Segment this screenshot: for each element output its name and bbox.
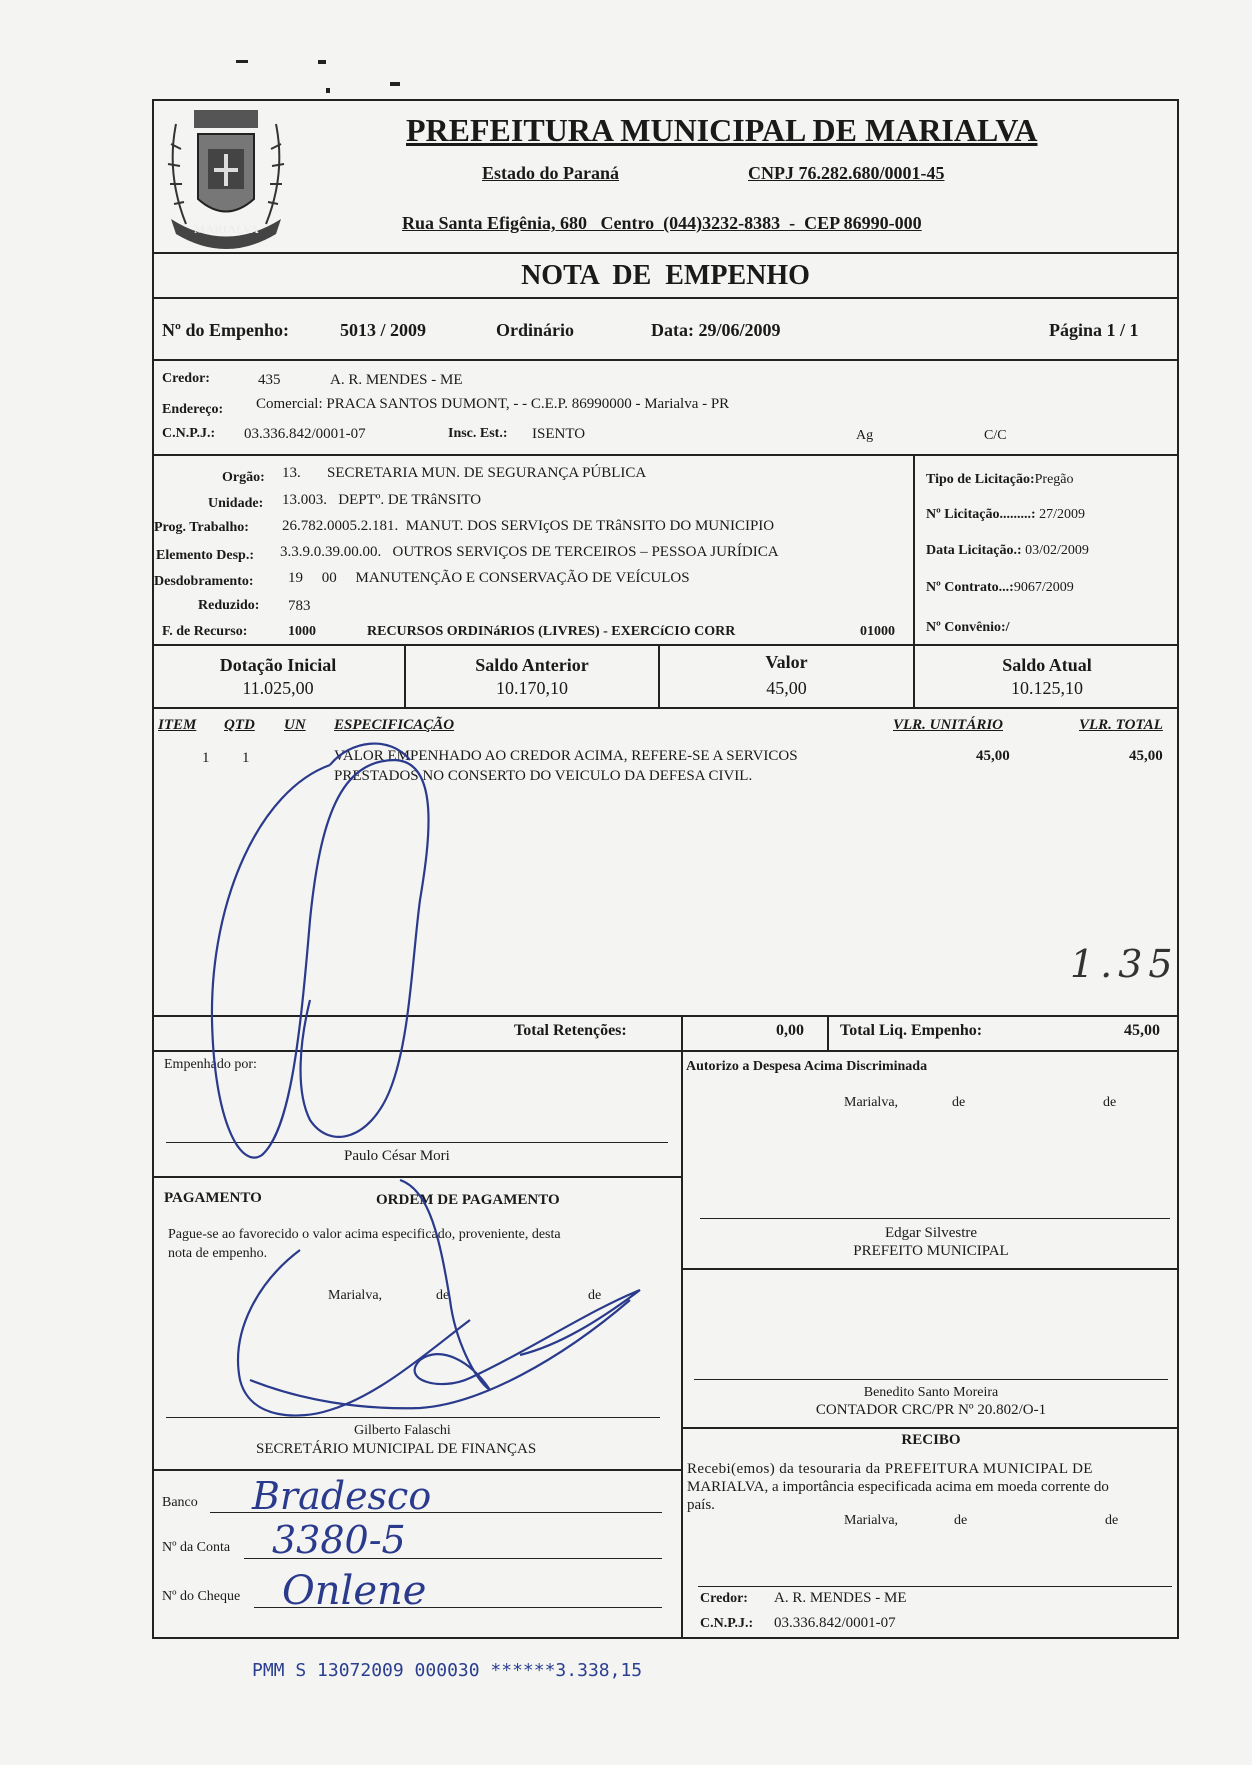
total-liquido-label: Total Liq. Empenho: bbox=[840, 1022, 983, 1039]
col-especificacao: ESPECIFICAÇÃO bbox=[334, 717, 455, 733]
orgao-label: Orgão: bbox=[222, 470, 265, 485]
pagamento-de2: de bbox=[588, 1288, 602, 1303]
item-number: 1 bbox=[202, 750, 210, 766]
item-qtd: 1 bbox=[242, 750, 250, 766]
divider bbox=[152, 454, 1179, 456]
contrato-number: Nº Contrato...:9067/2009 bbox=[926, 580, 1074, 595]
reduzido-label: Reduzido: bbox=[198, 598, 260, 613]
divider bbox=[681, 1268, 1179, 1270]
signature-line bbox=[166, 1142, 668, 1143]
divider bbox=[681, 1427, 1179, 1429]
recibo-credor-label: Credor: bbox=[700, 1591, 748, 1606]
licitacao-type-label: Tipo de Licitação:Pregão bbox=[926, 472, 1074, 487]
prog-value: 26.782.0005.2.181. MANUT. DOS SERVIçOS DE TRâNSITO DO MUNICIPIO bbox=[282, 518, 775, 534]
signature-line bbox=[694, 1379, 1168, 1380]
ordem-pagamento-label: ORDEM DE PAGAMENTO bbox=[376, 1192, 560, 1208]
insc-value: ISENTO bbox=[532, 426, 586, 442]
prog-label: Prog. Trabalho: bbox=[154, 520, 249, 535]
divider bbox=[152, 1050, 1179, 1052]
recibo-cnpj-value: 03.336.842/0001-07 bbox=[774, 1615, 896, 1631]
recibo-marialva: Marialva, bbox=[844, 1513, 899, 1528]
item-desc-line2: PRESTADOS NO CONSERTO DO VEICULO DA DEFESA CIVIL. bbox=[334, 768, 753, 784]
fonte-code: 1000 bbox=[288, 624, 316, 639]
empenhado-label: Empenhado por: bbox=[164, 1057, 257, 1072]
divider bbox=[152, 644, 1179, 646]
pagamento-signer: Gilberto Falaschi bbox=[354, 1423, 451, 1438]
cc-label: C/C bbox=[984, 428, 1007, 443]
contador-role: CONTADOR CRC/PR Nº 20.802/O-1 bbox=[815, 1402, 1047, 1418]
reduzido-value: 783 bbox=[288, 598, 311, 614]
state-name: Estado do Paraná bbox=[482, 163, 620, 183]
saldo-anterior-value: 10.170,10 bbox=[496, 678, 568, 698]
credor-cnpj: 03.336.842/0001-07 bbox=[244, 426, 366, 442]
recibo-text-line1: Recebi(emos) da tesouraria da PREFEITURA MUNICIPAL DE bbox=[687, 1461, 1093, 1477]
saldo-anterior-label: Saldo Anterior bbox=[475, 655, 589, 675]
municipal-address: Rua Santa Efigênia, 680 Centro (044)3232-8383 - CEP 86990-000 bbox=[402, 213, 922, 233]
unidade-label: Unidade: bbox=[208, 496, 264, 511]
divider-vertical bbox=[681, 1015, 683, 1050]
pagamento-marialva: Marialva, bbox=[328, 1288, 383, 1303]
fonte-label: F. de Recurso: bbox=[162, 624, 248, 639]
scan-speck bbox=[236, 60, 248, 63]
scan-speck bbox=[390, 82, 400, 86]
endereco-label: Endereço: bbox=[162, 402, 224, 417]
dotacao-inicial-value: 11.025,00 bbox=[242, 678, 314, 698]
saldo-atual-label: Saldo Atual bbox=[1002, 655, 1092, 675]
municipal-crest bbox=[156, 104, 296, 256]
total-liquido-value: 45,00 bbox=[1124, 1022, 1160, 1039]
page-number: Página 1 / 1 bbox=[1049, 320, 1139, 340]
crest-banner-text: MARIALVA bbox=[194, 222, 259, 236]
cheque-label: Nº do Cheque bbox=[162, 1589, 241, 1604]
elem-label: Elemento Desp.: bbox=[156, 548, 254, 563]
divider bbox=[152, 1176, 681, 1178]
divider-vertical bbox=[827, 1015, 829, 1050]
orgao-value: 13. SECRETARIA MUN. DE SEGURANÇA PÚBLICA bbox=[282, 465, 647, 481]
divider-vertical bbox=[681, 1050, 683, 1639]
col-valor-total: VLR. TOTAL bbox=[1079, 717, 1163, 733]
fonte-desc: RECURSOS ORDINáRIOS (LIVRES) - EXERCíCIO CORR bbox=[367, 624, 736, 639]
desd-label: Desdobramento: bbox=[154, 574, 254, 589]
recibo-text-line3: país. bbox=[687, 1497, 715, 1513]
divider bbox=[152, 1015, 1179, 1017]
recibo-cnpj-label: C.N.P.J.: bbox=[700, 1616, 754, 1631]
recibo-credor-name: A. R. MENDES - ME bbox=[774, 1590, 907, 1606]
divider bbox=[152, 252, 1179, 254]
cnpj-label: C.N.P.J.: bbox=[162, 426, 216, 441]
scan-speck bbox=[326, 88, 330, 93]
ag-label: Ag bbox=[856, 428, 874, 443]
empenho-date: Data: 29/06/2009 bbox=[651, 320, 781, 340]
pagamento-text-line2: nota de empenho. bbox=[168, 1246, 268, 1261]
saldo-atual-value: 10.125,10 bbox=[1011, 678, 1083, 698]
recibo-label: RECIBO bbox=[901, 1432, 961, 1448]
prefeito-name: Edgar Silvestre bbox=[884, 1225, 978, 1241]
pagamento-de1: de bbox=[436, 1288, 450, 1303]
dotacao-inicial-label: Dotação Inicial bbox=[219, 655, 337, 675]
municipality-title: PREFEITURA MUNICIPAL DE MARIALVA bbox=[406, 112, 1038, 148]
credor-name: A. R. MENDES - ME bbox=[330, 372, 463, 388]
item-desc-line1: VALOR EMPENHADO AO CREDOR ACIMA, REFERE-SE A SERVICOS bbox=[334, 748, 798, 764]
credor-label: Credor: bbox=[162, 371, 210, 386]
divider bbox=[152, 359, 1179, 361]
credor-address: Comercial: PRACA SANTOS DUMONT, - - C.E.P. 86990000 - Marialva - PR bbox=[256, 396, 730, 412]
cheque-handwriting: Onlene bbox=[282, 1568, 427, 1614]
divider bbox=[152, 707, 1179, 709]
convenio-label: Nº Convênio:/ bbox=[926, 620, 1010, 635]
col-qtd: QTD bbox=[224, 717, 255, 733]
banco-handwriting: Bradesco bbox=[252, 1474, 432, 1518]
autorizo-label: Autorizo a Despesa Acima Discriminada bbox=[686, 1059, 928, 1074]
empenho-type: Ordinário bbox=[496, 320, 575, 340]
pagamento-text-line1: Pague-se ao favorecido o valor acima especificado, proveniente, desta bbox=[168, 1227, 561, 1242]
banco-label: Banco bbox=[162, 1495, 198, 1510]
handwritten-note: 1.35 bbox=[1070, 942, 1179, 986]
col-valor-unitario: VLR. UNITÁRIO bbox=[893, 717, 1004, 733]
signature-line bbox=[166, 1417, 660, 1418]
recibo-de2: de bbox=[1105, 1513, 1119, 1528]
scan-speck bbox=[318, 60, 326, 64]
autorizo-marialva: Marialva, bbox=[844, 1095, 899, 1110]
fonte-number: 01000 bbox=[860, 624, 895, 639]
signature-line bbox=[700, 1218, 1170, 1219]
document-title: NOTA DE EMPENHO bbox=[521, 260, 810, 291]
divider bbox=[152, 1469, 681, 1471]
autorizo-de1: de bbox=[952, 1095, 966, 1110]
pagamento-label: PAGAMENTO bbox=[164, 1190, 262, 1206]
elem-value: 3.3.9.0.39.00.00. OUTROS SERVIÇOS DE TERCEIROS – PESSOA JURÍDICA bbox=[280, 544, 779, 560]
total-retencoes-value: 0,00 bbox=[776, 1022, 804, 1039]
empenho-label: Nº do Empenho: bbox=[162, 320, 289, 340]
divider bbox=[152, 297, 1179, 299]
contador-name: Benedito Santo Moreira bbox=[863, 1385, 999, 1400]
unidade-value: 13.003. DEPTº. DE TRâNSITO bbox=[282, 492, 482, 508]
pagamento-signer-role: SECRETÁRIO MUNICIPAL DE FINANÇAS bbox=[256, 1441, 537, 1457]
divider-vertical bbox=[913, 454, 915, 644]
item-valor-unitario: 45,00 bbox=[976, 748, 1010, 764]
desd-value: 19 00 MANUTENÇÃO E CONSERVAÇÃO DE VEÍCULOS bbox=[288, 570, 690, 586]
credor-code: 435 bbox=[258, 372, 281, 388]
valor-value: 45,00 bbox=[766, 678, 807, 698]
empenho-number: 5013 / 2009 bbox=[340, 320, 427, 340]
cashier-stamp: PMM S 13072009 000030 ******3.338,15 bbox=[252, 1660, 643, 1681]
total-retencoes-label: Total Retenções: bbox=[514, 1022, 627, 1039]
autorizo-de2: de bbox=[1103, 1095, 1117, 1110]
insc-label: Insc. Est.: bbox=[448, 426, 508, 441]
empenhado-signer: Paulo César Mori bbox=[344, 1148, 450, 1164]
col-item: ITEM bbox=[158, 717, 197, 733]
recibo-text-line2: MARIALVA, a importância especificada acima em moeda corrente do bbox=[687, 1479, 1109, 1495]
licitacao-number: Nº Licitação.........: 27/2009 bbox=[926, 507, 1085, 522]
municipal-cnpj: CNPJ 76.282.680/0001-45 bbox=[748, 163, 945, 183]
conta-handwriting: 3380-5 bbox=[272, 1518, 406, 1562]
item-valor-total: 45,00 bbox=[1129, 748, 1163, 764]
prefeito-role: PREFEITO MUNICIPAL bbox=[853, 1243, 1009, 1259]
licitacao-date: Data Licitação.: 03/02/2009 bbox=[926, 543, 1089, 558]
conta-label: Nº da Conta bbox=[162, 1540, 231, 1555]
signature-line bbox=[698, 1586, 1172, 1587]
valor-label: Valor bbox=[765, 652, 808, 672]
recibo-de1: de bbox=[954, 1513, 968, 1528]
col-un: UN bbox=[284, 717, 306, 733]
